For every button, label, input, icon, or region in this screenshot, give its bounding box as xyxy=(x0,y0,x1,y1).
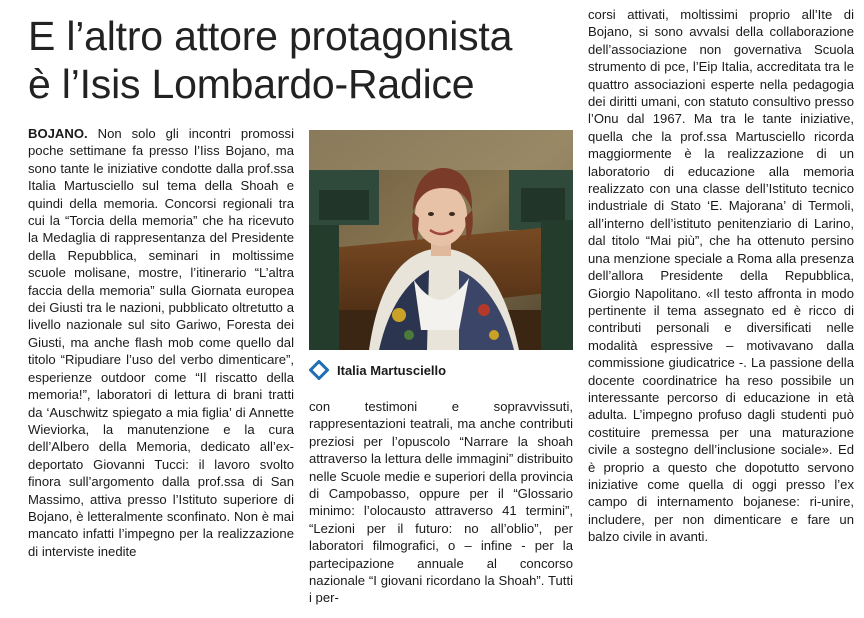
article-column-3: corsi attivati, moltissimi proprio all’Ite di Bojano, si sono avvalsi della collaborazione dell’associazione non governativa Scuola strumento di pce, l’Eip Italia, accreditata tra le quattro associazioni esperte nella pedagogia dei diritti umani, con statuto consultivo presso l’Onu dal 1967. Ma tra le tante iniziative, quella che la prof.ssa Martusciello ricorda maggiormente è la realizzazione di un laboratorio di educazione alla memoria realizzato con una classe dell’Istituto tecnico industriale di Stato ‘E. Majorana’ di Termoli, all’interno dell’istituto penitenziario di Larino, dal titolo “Mai più”, che ha ottenuto persino una menzione speciale a Roma alla presenza dell’allora Presidente della Repubblica, Giorgio Napolitano. «Il testo affronta in modo pertinente il tema assegnato ed è ricco di contributi personali e diversificati nelle modalità espressive – motivavano dalla commissione giudicatrice -. La passione della docente coordinatrice ha reso possibile un interessante percorso di educazione in età adulta. L’impegno profuso dagli studenti può costituire premessa per una maturazione civile a sostegno dell’inclusione sociale». Ed è proprio a questo che dopotutto servono iniziative come quella di oggi presso l’ex campo di internamento bojanese: ri-unire, includere, per non dimenticare e fare un balzo civile in avanti. xyxy=(588,7,854,545)
dateline: BOJANO. xyxy=(28,126,88,141)
caption-text: Italia Martusciello xyxy=(337,362,447,378)
headline-line-1: E l’altro attore protagonista xyxy=(28,13,513,59)
article-column-1 xyxy=(28,125,294,560)
headline xyxy=(28,12,568,108)
diamond-bullet-icon xyxy=(309,360,329,380)
photo-caption xyxy=(309,358,573,382)
headline-line-2: è l’Isis Lombardo-Radice xyxy=(28,61,475,107)
article-photo xyxy=(309,130,573,350)
column-1-text: Non solo gli incontri promossi poche settimane fa presso l’Iiss Bojano, ma sono tante le iniziative condotte dalla prof.ssa Italia Martusciello sul tema della Shoah e quindi della memoria. Concorsi regionali tra cui la “Torcia della memoria” che ha ricevuto la Medaglia di rappresentanza del Presidente della Repubblica, seminari in moltissime scuole molisane, mostre, l’itinerario “L’altra faccia della memoria” sulla Giornata europea dei Giusti tra le nazioni, pubblicato oltretutto a livello nazionale sul sito Gariwo, Foresta dei Giusti, ma anche flash mob come quello dal titolo “Ripudiare l’uso del verbo dimenticare”, esperienze outdoor come “Il riscatto della memoria!”, laboratori di lettura di brani tratti da ‘Auschwitz spiegato a mia figlia’ di Annette Wieviorka, la manutenzione e la cura dell’Albero della Memoria, dedicato all’ex-deportato Giovanni Tucci: il lavoro svolto finora sull’argomento dalla prof.ssa di San Massimo, attiva presso l’Istituto superiore di Bojano, è letteralmente sconfinato. Non è mai mancato infatti l’impegno per la realizzazione di interviste inedite xyxy=(28,126,294,559)
portrait-photo xyxy=(309,130,573,350)
article-column-2: con testimoni e sopravvissuti, rappresentazioni teatrali, ma anche contributi preziosi per l’opuscolo “Narrare la shoah attraverso la lettura delle immagini” distribuito nelle Scuole medie e superiori della provincia di Campobasso, oppure per il “Glossario minimo: l’olocausto attraverso 41 termini”, “Lezioni per il futuro: no all’oblio”, per laboratori filmografici, o – infine - per la partecipazione annuale al concorso nazionale “I giovani ricordano la Shoah”. Tutti i per- xyxy=(309,399,573,606)
